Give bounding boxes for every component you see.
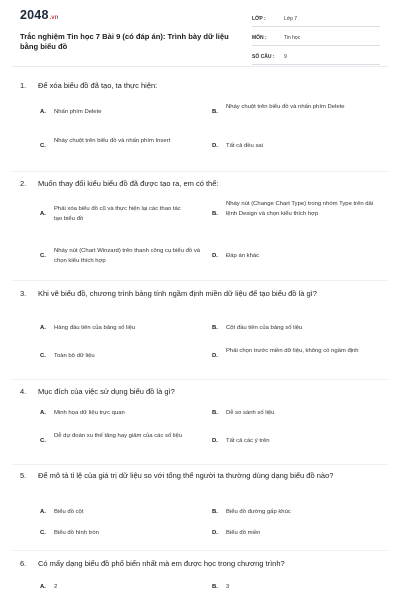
question-6 <box>20 558 380 598</box>
option-text: Phải xóa biểu đồ cũ và thực hiện lại các thao tác tạo biểu đồ <box>54 206 181 222</box>
option-text: Tất cả các ý trên <box>226 438 270 444</box>
option-text: Nháy nút (Change Chart Type) trong nhóm Type trên dải lệnh Design và chọn kiểu thích hợp <box>226 201 374 217</box>
question-divider <box>12 379 388 380</box>
option-letter: B. <box>212 325 218 331</box>
option-text: Cột đầu tiên của bảng số liệu <box>226 325 303 331</box>
option-letter: C. <box>40 438 46 444</box>
option-letter: D. <box>212 353 218 359</box>
option-letter: D. <box>212 143 218 149</box>
option-letter: A. <box>40 410 46 416</box>
question-text: Mục đích của việc sử dụng biểu đồ là gì? <box>38 387 175 396</box>
option-text: Nháy chuột trên biểu đồ và nhấn phím Delete <box>226 104 345 110</box>
meta-label: LỚP : <box>252 16 266 22</box>
question-divider <box>12 550 388 551</box>
option-letter: D. <box>212 438 218 444</box>
question-number: 6. <box>20 559 27 568</box>
question-divider <box>12 464 388 465</box>
meta-label: SỐ CÂU : <box>252 54 275 60</box>
option-text: 3 <box>226 584 230 590</box>
option-text: Đáp án khác <box>226 253 260 259</box>
question-divider <box>12 171 388 172</box>
meta-count-row <box>252 50 380 65</box>
question-number: 1. <box>20 81 27 90</box>
option-text: Biểu đồ cột <box>54 509 84 515</box>
question-number: 5. <box>20 471 27 480</box>
question-2 <box>20 178 380 278</box>
option-letter: A. <box>40 584 46 590</box>
option-text: 2 <box>54 584 58 590</box>
meta-value: 9 <box>284 54 287 60</box>
option-text: Nhấn phím Delete <box>54 109 102 115</box>
option-letter: D. <box>212 253 218 259</box>
question-number: 4. <box>20 387 27 396</box>
question-3 <box>20 288 380 378</box>
meta-label: MÔN : <box>252 35 267 41</box>
option-letter: C. <box>40 530 46 536</box>
option-letter: C. <box>40 353 46 359</box>
option-text: Hàng đầu tiên của bảng số liệu <box>54 325 136 331</box>
meta-value: Lớp 7 <box>284 16 298 22</box>
question-1 <box>20 80 380 170</box>
option-text: Dễ so sánh số liệu <box>226 410 275 416</box>
logo-main-text: 2048 <box>20 8 49 22</box>
question-text: Khi vẽ biểu đồ, chương trình bảng tính ngầm định miền dữ liệu để tạo biểu đồ là gì? <box>38 289 317 298</box>
option-letter: B. <box>212 211 218 217</box>
option-letter: B. <box>212 509 218 515</box>
question-text: Muốn thay đổi kiểu biểu đồ đã được tạo ra, em có thể: <box>38 179 219 188</box>
option-letter: A. <box>40 509 46 515</box>
option-letter: A. <box>40 325 46 331</box>
question-divider <box>12 280 388 281</box>
option-text: Minh họa dữ liệu trực quan <box>54 410 125 416</box>
page-header <box>0 0 400 66</box>
question-number: 2. <box>20 179 27 188</box>
option-letter: B. <box>212 584 218 590</box>
option-text: Nháy chuột trên biểu đồ và nhấn phím Insert <box>54 138 171 144</box>
option-text: Toàn bộ dữ liệu <box>54 353 95 359</box>
option-text: Dễ dự đoán xu thế tăng hay giảm của các số liệu <box>54 433 183 439</box>
question-text: Để xóa biểu đồ đã tạo, ta thực hiện: <box>38 81 158 90</box>
question-number: 3. <box>20 289 27 298</box>
question-text: Để mô tả tỉ lệ của giá trị dữ liệu so với tổng thể người ta thường dùng dạng biểu đồ nào? <box>38 471 334 480</box>
option-text: Tất cả đều sai <box>226 143 264 149</box>
option-text: Phải chọn trước miền dữ liệu, không có ngầm định <box>226 348 359 354</box>
option-letter: A. <box>40 211 46 217</box>
header-divider <box>12 66 388 67</box>
option-text: Biểu đồ hình tròn <box>54 530 99 536</box>
option-text: Nháy nút (Chart Winzard) trên thanh công cụ biểu đồ và chọn kiểu thích hợp <box>54 248 201 264</box>
meta-subject-row <box>252 31 380 46</box>
question-5 <box>20 470 380 550</box>
logo-domain-text: .vn <box>49 15 59 21</box>
option-letter: B. <box>212 109 218 115</box>
meta-class-row <box>252 12 380 27</box>
option-letter: A. <box>40 109 46 115</box>
meta-value: Tin học <box>284 35 301 41</box>
option-text: Biểu đồ miền <box>226 530 261 536</box>
option-letter: D. <box>212 530 218 536</box>
page-title: Trắc nghiệm Tin học 7 Bài 9 (có đáp án): Trình bày dữ liệu bằng biểu đồ <box>20 32 229 51</box>
option-letter: B. <box>212 410 218 416</box>
site-logo[interactable] <box>20 8 58 26</box>
question-text: Có mấy dạng biểu đồ phổ biến nhất mà em được học trong chương trình? <box>38 559 285 568</box>
option-letter: C. <box>40 253 46 259</box>
option-letter: C. <box>40 143 46 149</box>
option-text: Biểu đồ đường gấp khúc <box>226 509 291 515</box>
question-4 <box>20 386 380 466</box>
quiz-meta-info <box>252 12 380 69</box>
